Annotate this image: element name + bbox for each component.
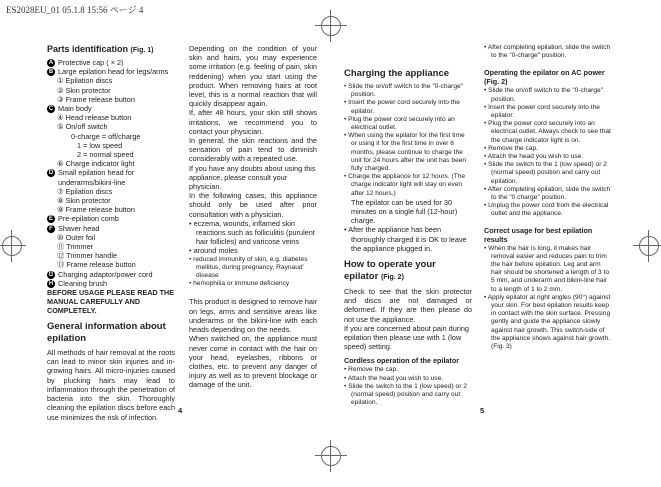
- general-paragraph: In the following cases, this appliance should only be used after prior consultation with a physician.: [189, 191, 317, 219]
- parts-list-item: [47, 260, 175, 269]
- part-label: ⑧ Skin protector: [57, 196, 111, 206]
- general-heading: General information about epilation: [47, 321, 166, 345]
- list-item: • Unplug the power cord from the electrical outlet and the appliance.: [484, 202, 612, 218]
- part-label: Large epilation head for legs/arms: [58, 67, 169, 77]
- list-item: • Charge the appliance for 12 hours. (The charge indicator light will stay on even after 12 hours.): [344, 173, 472, 198]
- part-label: ⑦ Epilation discs: [57, 186, 113, 196]
- part-letter-badge: H: [48, 280, 54, 287]
- parts-list-item: [47, 132, 175, 141]
- part-label: ④ Head release button: [57, 113, 132, 123]
- parts-list-item: [47, 224, 175, 233]
- correct-usage-heading: Correct usage for best epilation results: [484, 225, 593, 244]
- part-label: ② Skin protector: [57, 85, 111, 95]
- operate-title: How to operate your epilator: [344, 259, 436, 283]
- charging-list: [344, 83, 472, 198]
- part-label: ⑨ Frame release button: [57, 205, 135, 215]
- parts-list-item: [47, 86, 175, 95]
- charging-list-last: [344, 225, 472, 253]
- part-label: Charging adaptor/power cord: [58, 269, 153, 279]
- list-item: • Attach the head you wish to use.: [484, 153, 612, 161]
- list-item: • Plug the power cord securely into an electrical outlet.: [344, 116, 472, 132]
- charging-note: The epilator can be used for 30 minutes on a single full (12-hour) charge.: [351, 197, 458, 226]
- operate-paragraph: If you are concerned about pain during epilation then please use with 1 (low speed) setting.: [344, 323, 469, 352]
- parts-list-item: [47, 58, 175, 67]
- part-label: 0-charge = off/charge: [71, 131, 141, 141]
- parts-list-item: [47, 122, 175, 131]
- column-1: [47, 44, 175, 422]
- list-item: • When the hair is long, it makes hair removal easier and reduces pain to trim the hair before epilation. Leg and arm hair should be shortened a length of 3 to 5 mm, and underarm and bikini-line hair to a length of 1 to 2 mm.: [484, 245, 612, 294]
- part-letter-badge: E: [48, 216, 53, 223]
- operate-paragraph: Check to see that the skin protector and discs are not damaged or deformed. If they are then please do not use the appliance.: [344, 287, 472, 324]
- parts-heading: [47, 44, 175, 56]
- parts-list-item: [47, 141, 175, 150]
- parts-list-item: [47, 150, 175, 159]
- parts-list-item: [47, 233, 175, 242]
- list-item: • Remove the cap.: [344, 366, 472, 374]
- parts-list-item: [47, 95, 175, 104]
- general-paragraph: Depending on the condition of your skin and hairs, you may experience some irritation (e.g. feeling of pain, skin reddening) when you start using the product. When removing hairs at root level, this is a normal reaction that will quickly disappear again.: [189, 44, 317, 109]
- list-item: • Slide the switch to the 1 (low speed) or 2 (normal speed) position and carry out epilation.: [344, 383, 472, 408]
- list-item: • reduced immunity of skin, e.g. diabetes mellitus, during pregnancy, Raynaud' disease: [189, 256, 317, 281]
- precaution-list: [189, 219, 317, 289]
- parts-title: Parts identification: [47, 44, 129, 54]
- list-item: • Attach the head you wish to use.: [344, 375, 472, 383]
- part-label: 1 = low speed: [77, 140, 123, 150]
- operate-heading: [344, 259, 472, 284]
- list-item: • Slide the switch to the 1 (low speed) or 2 (normal speed) position and carry out epilation.: [484, 161, 612, 186]
- parts-list-item: [47, 168, 175, 186]
- list-item: • Insert the power cord securely into the epilator.: [344, 99, 472, 115]
- parts-list-item: [47, 205, 175, 214]
- ac-heading: Operating the epilator on AC power (Fig. 2): [484, 68, 605, 87]
- part-letter-badge: B: [48, 69, 54, 76]
- part-letter-badge: C: [48, 106, 54, 113]
- list-item: • After the appliance has been thoroughly charged it is OK to leave the appliance plugged in.: [344, 225, 472, 253]
- part-label: ③ Frame release button: [57, 94, 135, 104]
- page-number-left: 4: [178, 406, 183, 415]
- part-letter-badge: A: [48, 60, 54, 66]
- part-label: 2 = normal speed: [77, 150, 134, 160]
- list-item: • Remove the cap.: [484, 145, 612, 153]
- operate-fig-ref: (Fig. 2): [380, 274, 404, 282]
- part-letter-badge: D: [48, 170, 54, 177]
- part-letter-badge: F: [47, 225, 55, 233]
- parts-list-item: [47, 104, 175, 113]
- list-item: • After completing epilation, slide the switch to the "0 charge" position.: [484, 186, 612, 202]
- parts-list-item: [47, 196, 175, 205]
- part-label: ① Epilation discs: [57, 76, 113, 86]
- parts-list-item: [47, 214, 175, 223]
- list-item: • After completing epilation, slide the switch to the "0-charge" position.: [484, 44, 612, 60]
- part-label: Protective cap ( × 2): [58, 58, 124, 67]
- general-paragraph: If, after 48 hours, your skin still shows irritations, we recommend you to contact your physician.: [189, 108, 317, 136]
- list-item: • eczema, wounds, inflamed skin reactions such as folliculitis (purulent hair follicles) and varicose veins: [189, 219, 317, 247]
- column-3: [344, 44, 472, 408]
- list-item: • hemophilia or immune deficiency: [189, 280, 317, 288]
- list-item: • Insert the power cord securely into the epilator.: [484, 104, 612, 120]
- part-label: Main body: [58, 104, 92, 114]
- column-2: [189, 44, 317, 390]
- print-header: ES2028EU_01 05.1.8 15:56 ページ 4: [6, 5, 144, 15]
- part-label: ⑤ On/off switch: [57, 122, 108, 132]
- parts-list-item: [47, 113, 175, 122]
- correct-usage-list: [484, 245, 612, 352]
- list-item: • Slide the on/off switch to the "0-charge" position.: [344, 83, 472, 99]
- ac-list: [484, 87, 612, 218]
- parts-fig-ref: (Fig. 1): [130, 47, 154, 54]
- part-label: ⑪ Trimmer: [57, 242, 94, 252]
- parts-list: [47, 58, 175, 288]
- general-paragraph: This product is designed to remove hair on legs, arms and sensitive areas like underarms or the bikini-line with each heads depending on the needs.: [189, 297, 317, 335]
- part-label: Pre-epilation comb: [58, 214, 119, 224]
- general-paragraph: All methods of hair removal at the roots can lead to minor skin injuries and in-growing hairs. All micro-injuries caused by plucking hairs may lead to inflammation through the penetration of bacteria into the skin. Thoroughly cleaning the epilation discs before each use minimizes the risk of infection.: [47, 348, 175, 422]
- charging-heading: Charging the appliance: [344, 68, 450, 79]
- parts-list-item: [47, 270, 175, 279]
- page-number-right: 5: [480, 406, 485, 415]
- part-label: Shaver head: [58, 223, 100, 233]
- column-4: [484, 44, 612, 351]
- list-item: • When using the epilator for the first time or using it for the first time in over 6 months, please continue to charge the unit for 24 hours after the unit has been fully charged.: [344, 132, 472, 173]
- parts-list-item: [47, 251, 175, 260]
- cordless-heading: Cordless operation of the epilator: [344, 356, 460, 366]
- read-manual-notice: BEFORE USAGE PLEASE READ THE MANUAL CAREFULLY AND COMPLETELY.: [47, 288, 174, 316]
- list-item: • around moles: [189, 246, 317, 255]
- general-paragraph: If you have any doubts about using this appliance, please consult your physician.: [189, 163, 316, 192]
- list-item: • Plug the power cord securely into an electrical outlet. Always check to see that the charge indicator light is on.: [484, 120, 612, 145]
- parts-list-item: [47, 76, 175, 85]
- part-label: Cleaning brush: [58, 278, 108, 288]
- cordless-list-continued: [484, 44, 612, 60]
- parts-list-item: [47, 159, 175, 168]
- part-label: ⑬ Frame release button: [57, 260, 136, 270]
- part-label: ⑥ Charge indicator light: [57, 159, 135, 169]
- general-paragraph: In general, the skin reactions and the sensation of pain tend to diminish considerably with a repeated use.: [189, 136, 317, 164]
- part-letter-badge: G: [48, 271, 54, 278]
- cordless-list: [344, 366, 472, 407]
- parts-list-item: [47, 187, 175, 196]
- parts-list-item: [47, 242, 175, 251]
- part-label: ⑩ Outer foil: [57, 232, 96, 242]
- general-paragraph: When switched on, the appliance must never come in contact with the hair on your head, eyelashes, ribbons or clothes, etc. to prevent any danger of injury as well as to prevent blockage or damage of the unit.: [189, 334, 317, 390]
- list-item: • Apply epilator at right angles (90°) against your skin. For best epilation results keep in contact with the skin surface. Pressing gently and guide the appliance slowly against hair growth. This switch-side of the appliance shows against hair growth. (Fig. 3): [484, 294, 612, 351]
- parts-list-item: [47, 67, 175, 76]
- parts-list-item: [47, 279, 175, 288]
- list-item: • Slide the on/off switch to the "0-charge" position.: [484, 87, 612, 103]
- part-label: ⑫ Trimmer handle: [57, 251, 118, 261]
- part-label: Small epilation head for underarms/bikini-line: [58, 168, 135, 187]
